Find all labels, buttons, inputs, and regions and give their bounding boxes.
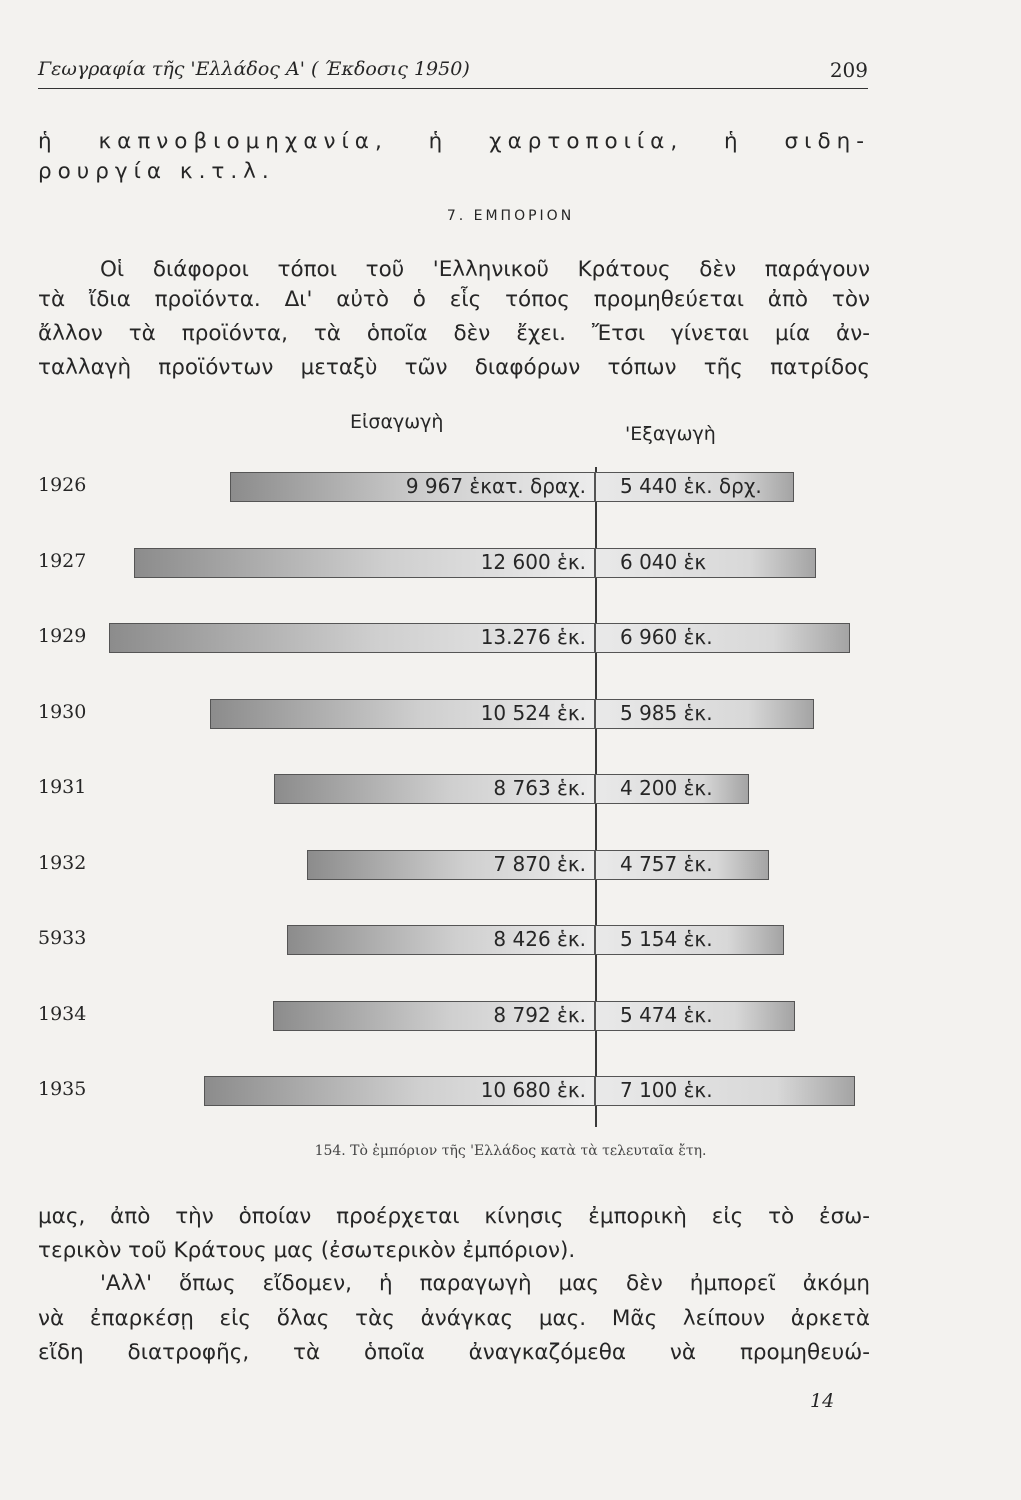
para2-line-2: τερικὸν τοῦ Κράτους μας (ἐσωτερικὸν ἐμπόριον).	[38, 1238, 576, 1263]
import-value: 10 524 ἑκ.	[480, 700, 586, 725]
export-bar	[595, 623, 850, 653]
page-header	[38, 58, 868, 89]
export-value: 5 440 ἑκ. δρχ.	[620, 474, 762, 498]
export-bar	[595, 1001, 795, 1031]
import-value: 8 792 ἑκ.	[493, 1002, 586, 1027]
para1-line-1: Οἱ διάφοροι τόποι τοῦ 'Ελληνικοῦ Κράτους δὲν παράγουν	[100, 257, 870, 282]
export-bar	[595, 472, 794, 502]
export-value: 6 960 ἑκ.	[620, 625, 713, 649]
intro-line-2: ρουργία κ.τ.λ.	[38, 159, 275, 184]
export-bar	[595, 699, 814, 729]
import-bar	[134, 548, 595, 578]
trade-chart	[0, 405, 1021, 1165]
export-value: 4 757 ἑκ.	[620, 851, 713, 876]
section-heading: 7. ΕΜΠΟΡΙΟΝ	[446, 208, 575, 224]
import-value: 10 680 ἑκ.	[480, 1078, 586, 1102]
para2-line-1: μας, ἀπὸ τὴν ὁποίαν προέρχεται κίνησις ἐμπορικὴ εἰς τὸ ἐσω-	[38, 1204, 870, 1229]
export-bar	[595, 850, 769, 880]
signature-mark: 14	[810, 1390, 835, 1412]
export-bar	[595, 1076, 855, 1106]
figure-caption: 154. Τὸ ἐμπόριον τῆς 'Ελλάδος κατὰ τὰ τελευταῖα ἔτη.	[314, 1143, 707, 1159]
para1-line-3: ἄλλον τὰ προϊόντα, τὰ ὁποῖα δὲν ἔχει. Ἔτσι γίνεται μία ἀν-	[38, 321, 870, 346]
export-value: 6 040 ἑκ	[620, 549, 707, 574]
import-bar	[109, 623, 595, 653]
import-value: 7 870 ἑκ.	[493, 851, 586, 876]
year-label: 1935	[38, 1078, 87, 1100]
year-label: 1932	[38, 851, 87, 874]
import-value: 9 967 ἑκατ. δραχ.	[405, 474, 586, 498]
page-number: 209	[829, 58, 868, 82]
import-bar	[230, 472, 595, 502]
import-value: 8 426 ἑκ.	[493, 927, 586, 951]
import-bar	[274, 774, 595, 804]
running-title: Γεωγραφία τῆς 'Ελλάδος Α' ( Έκδοσις 1950)	[38, 58, 470, 80]
import-bar	[204, 1076, 595, 1106]
import-bar	[273, 1001, 595, 1031]
export-value: 5 154 ἑκ.	[620, 927, 713, 951]
export-value: 5 985 ἑκ.	[620, 700, 713, 725]
para1-line-4: ταλλαγὴ προϊόντων μεταξὺ τῶν διαφόρων τόπων τῆς πατρίδος	[38, 355, 870, 380]
year-label: 1931	[38, 776, 87, 798]
year-label: 1929	[38, 625, 87, 647]
export-column-label: 'Εξαγωγὴ	[625, 423, 716, 445]
export-value: 5 474 ἑκ.	[620, 1002, 713, 1027]
import-value: 8 763 ἑκ.	[493, 776, 586, 800]
para3-line-2: νὰ ἐπαρκέσῃ εἰς ὅλας τὰς ἀνάγκας μας. Μᾶς λείπουν ἀρκετὰ	[38, 1306, 870, 1331]
intro-line-1: ἡ καπνοβιομηχανία, ἡ χαρτοποιία, ἡ σιδη-	[38, 129, 870, 154]
para3-line-1: 'Αλλ' ὅπως εἴδομεν, ἡ παραγωγὴ μας δὲν ἠμπορεῖ ἀκόμη	[100, 1271, 870, 1296]
import-bar	[307, 850, 595, 880]
para1-line-2: τὰ ἴδια προϊόντα. Δι' αὐτὸ ὁ εἷς τόπος προμηθεύεται ἀπὸ τὸν	[38, 287, 870, 312]
year-label: 1934	[38, 1002, 87, 1025]
import-value: 13.276 ἑκ.	[480, 625, 586, 649]
export-bar	[595, 774, 749, 804]
export-value: 4 200 ἑκ.	[620, 776, 713, 800]
year-label: 1930	[38, 700, 87, 723]
year-label: 1927	[38, 549, 87, 572]
year-label: 5933	[38, 927, 87, 949]
export-value: 7 100 ἑκ.	[620, 1078, 713, 1102]
year-label: 1926	[38, 474, 87, 496]
import-bar	[287, 925, 595, 955]
import-value: 12 600 ἑκ.	[480, 549, 586, 574]
export-bar	[595, 548, 816, 578]
import-column-label: Εἰσαγωγὴ	[350, 411, 444, 433]
import-bar	[210, 699, 595, 729]
export-bar	[595, 925, 784, 955]
para3-line-3: εἴδη διατροφῆς, τὰ ὁποῖα ἀναγκαζόμεθα νὰ προμηθευώ-	[38, 1340, 870, 1365]
